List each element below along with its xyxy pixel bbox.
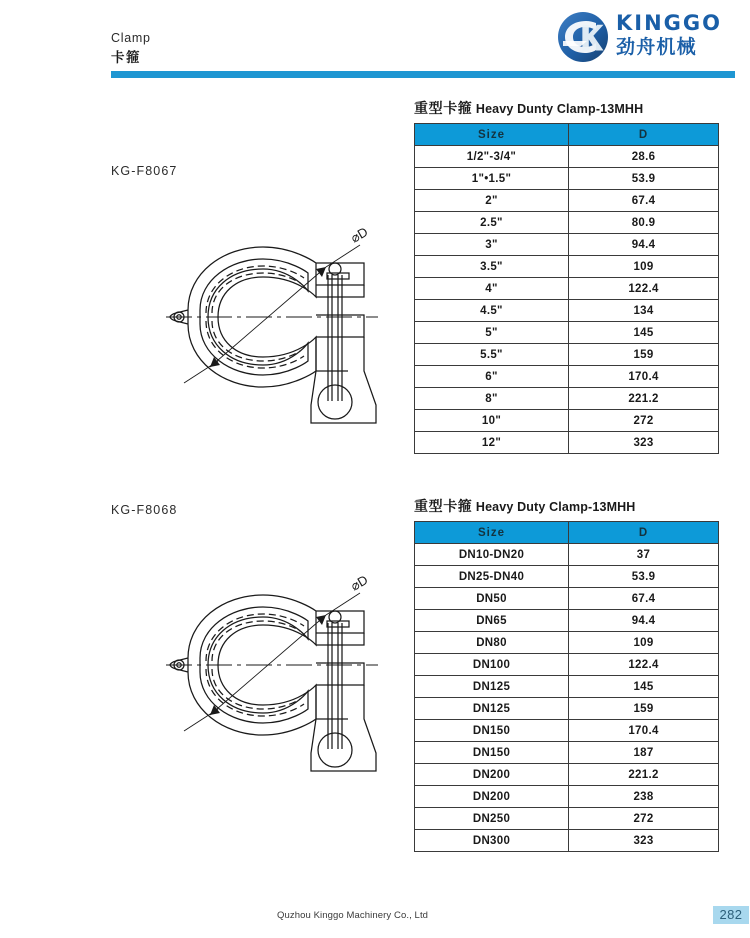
cell-size: 8" bbox=[415, 388, 569, 410]
cell-size: DN250 bbox=[415, 808, 569, 830]
footer-company-name: Quzhou Kinggo Machinery Co., Ltd bbox=[277, 910, 429, 921]
table-row bbox=[415, 256, 719, 278]
column-header-d: D bbox=[569, 124, 719, 146]
table-row bbox=[415, 676, 719, 698]
table-row bbox=[415, 366, 719, 388]
table-row bbox=[415, 322, 719, 344]
cell-d: 145 bbox=[569, 676, 719, 698]
cell-d: 53.9 bbox=[569, 566, 719, 588]
product-code-2: KG-F8068 bbox=[111, 503, 178, 517]
table-row bbox=[415, 432, 719, 454]
cell-size: 2" bbox=[415, 190, 569, 212]
cell-d: 145 bbox=[569, 322, 719, 344]
table-row bbox=[415, 146, 719, 168]
cell-size: DN125 bbox=[415, 676, 569, 698]
cell-size: 10" bbox=[415, 410, 569, 432]
cell-d: 323 bbox=[569, 432, 719, 454]
spec-table-block-1 bbox=[414, 100, 720, 454]
column-header-d: D bbox=[569, 522, 719, 544]
table-row bbox=[415, 344, 719, 366]
table-row bbox=[415, 278, 719, 300]
cell-d: 122.4 bbox=[569, 654, 719, 676]
table-row bbox=[415, 588, 719, 610]
page-header bbox=[0, 0, 750, 86]
table-row bbox=[415, 808, 719, 830]
table-header-row bbox=[415, 522, 719, 544]
cell-d: 94.4 bbox=[569, 234, 719, 256]
table-row bbox=[415, 212, 719, 234]
cell-size: DN200 bbox=[415, 786, 569, 808]
spec-table-2-body bbox=[415, 544, 719, 852]
cell-d: 159 bbox=[569, 698, 719, 720]
table-row bbox=[415, 698, 719, 720]
table-header-row bbox=[415, 124, 719, 146]
kinggo-logo-icon bbox=[556, 10, 610, 64]
cell-d: 94.4 bbox=[569, 610, 719, 632]
spec-table-1-body bbox=[415, 146, 719, 454]
cell-size: 6" bbox=[415, 366, 569, 388]
table-row bbox=[415, 720, 719, 742]
table-row bbox=[415, 610, 719, 632]
cell-size: DN10-DN20 bbox=[415, 544, 569, 566]
spec-table-block-2 bbox=[414, 498, 720, 852]
cell-size: DN50 bbox=[415, 588, 569, 610]
table-row bbox=[415, 388, 719, 410]
cell-d: 67.4 bbox=[569, 190, 719, 212]
cell-d: 80.9 bbox=[569, 212, 719, 234]
cell-d: 221.2 bbox=[569, 388, 719, 410]
table-row bbox=[415, 234, 719, 256]
cell-size: DN80 bbox=[415, 632, 569, 654]
caption-english-1: Heavy Dunty Clamp-13MHH bbox=[475, 102, 644, 116]
cell-d: 109 bbox=[569, 256, 719, 278]
spec-table-2 bbox=[414, 521, 719, 852]
cell-d: 238 bbox=[569, 786, 719, 808]
cell-size: DN300 bbox=[415, 830, 569, 852]
cell-d: 170.4 bbox=[569, 366, 719, 388]
table-row bbox=[415, 300, 719, 322]
caption-chinese-1: 重型卡箍 bbox=[414, 100, 473, 116]
cell-size: 2.5" bbox=[415, 212, 569, 234]
caption-chinese-2: 重型卡箍 bbox=[414, 498, 473, 514]
table-row bbox=[415, 654, 719, 676]
column-header-size: Size bbox=[415, 522, 569, 544]
cell-size: 5.5" bbox=[415, 344, 569, 366]
clamp-drawing-1 bbox=[148, 205, 398, 455]
page-title-cn: 卡箍 bbox=[111, 50, 141, 65]
cell-d: 272 bbox=[569, 410, 719, 432]
page-footer bbox=[0, 900, 750, 938]
table-row bbox=[415, 410, 719, 432]
cell-d: 53.9 bbox=[569, 168, 719, 190]
cell-size: DN65 bbox=[415, 610, 569, 632]
cell-d: 159 bbox=[569, 344, 719, 366]
spec-table-1 bbox=[414, 123, 719, 454]
spec-table-caption-2 bbox=[414, 498, 720, 516]
cell-size: DN25-DN40 bbox=[415, 566, 569, 588]
cell-size: 1"•1.5" bbox=[415, 168, 569, 190]
cell-d: 187 bbox=[569, 742, 719, 764]
cell-d: 272 bbox=[569, 808, 719, 830]
cell-d: 134 bbox=[569, 300, 719, 322]
column-header-size: Size bbox=[415, 124, 569, 146]
diameter-label-2: ⌀D bbox=[348, 571, 371, 594]
cell-d: 37 bbox=[569, 544, 719, 566]
cell-size: DN200 bbox=[415, 764, 569, 786]
page-title-en: Clamp bbox=[111, 31, 151, 45]
table-row bbox=[415, 786, 719, 808]
cell-size: 5" bbox=[415, 322, 569, 344]
cell-size: 4" bbox=[415, 278, 569, 300]
cell-d: 323 bbox=[569, 830, 719, 852]
cell-size: DN125 bbox=[415, 698, 569, 720]
table-row bbox=[415, 764, 719, 786]
table-row bbox=[415, 830, 719, 852]
cell-d: 170.4 bbox=[569, 720, 719, 742]
cell-size: 1/2"-3/4" bbox=[415, 146, 569, 168]
cell-size: DN150 bbox=[415, 742, 569, 764]
company-logo bbox=[556, 9, 738, 64]
table-row bbox=[415, 190, 719, 212]
table-row bbox=[415, 544, 719, 566]
table-row bbox=[415, 632, 719, 654]
cell-d: 122.4 bbox=[569, 278, 719, 300]
caption-english-2: Heavy Duty Clamp-13MHH bbox=[475, 500, 636, 514]
cell-size: DN150 bbox=[415, 720, 569, 742]
table-row bbox=[415, 168, 719, 190]
clamp-drawing-2 bbox=[148, 553, 398, 803]
cell-size: 3" bbox=[415, 234, 569, 256]
diameter-label-1: ⌀D bbox=[348, 223, 371, 246]
table-row bbox=[415, 566, 719, 588]
cell-size: DN100 bbox=[415, 654, 569, 676]
header-divider-bar bbox=[111, 71, 735, 78]
cell-d: 109 bbox=[569, 632, 719, 654]
cell-size: 4.5" bbox=[415, 300, 569, 322]
cell-d: 221.2 bbox=[569, 764, 719, 786]
cell-size: 3.5" bbox=[415, 256, 569, 278]
logo-text bbox=[616, 11, 722, 60]
cell-size: 12" bbox=[415, 432, 569, 454]
page-number-badge: 282 bbox=[713, 906, 749, 924]
cell-d: 67.4 bbox=[569, 588, 719, 610]
logo-wordmark: KINGGO bbox=[616, 11, 722, 35]
spec-table-caption-1 bbox=[414, 100, 720, 118]
table-row bbox=[415, 742, 719, 764]
product-code-1: KG-F8067 bbox=[111, 164, 178, 178]
logo-chinese-name: 劲舟机械 bbox=[616, 37, 697, 58]
cell-d: 28.6 bbox=[569, 146, 719, 168]
page-title bbox=[111, 30, 151, 67]
